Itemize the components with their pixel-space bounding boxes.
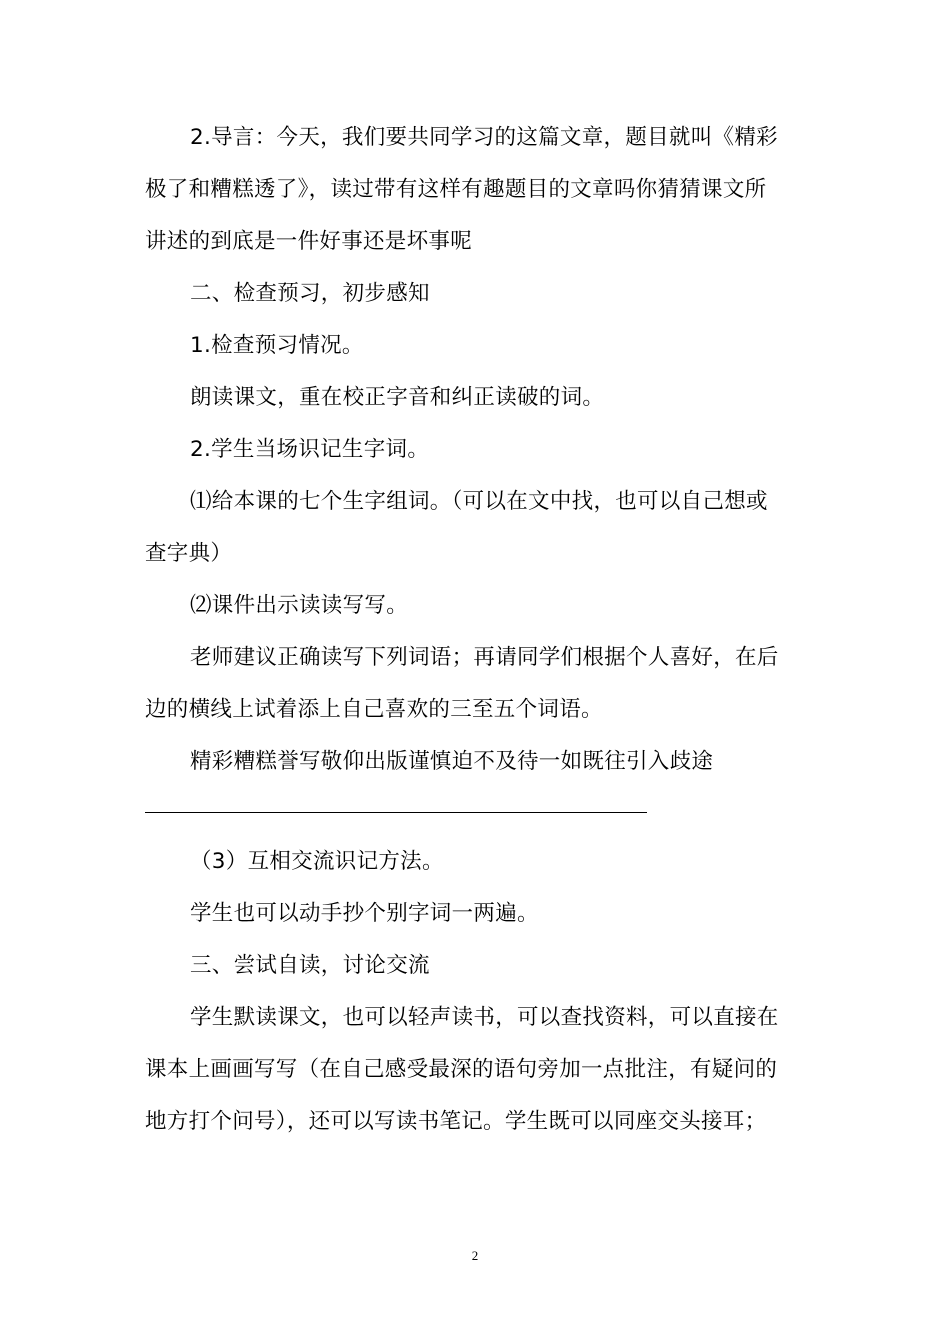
section-heading: 三、尝试自读，讨论交流 (190, 953, 430, 978)
list-item-line: ⑴给本课的七个生字组词。（可以在文中找，也可以自己想或 (190, 489, 768, 514)
list-item: （3）互相交流识记方法。 (190, 849, 444, 874)
subheading: 1.检查预习情况。 (190, 333, 364, 358)
paragraph-line: 课本上画画写写（在自己感受最深的语句旁加一点批注，有疑问的 (145, 1057, 778, 1082)
section-heading: 二、检查预习，初步感知 (190, 281, 430, 306)
paragraph-line: 老师建议正确读写下列词语；再请同学们根据个人喜好，在后 (190, 645, 779, 670)
paragraph-intro-line: 讲述的到底是一件好事还是坏事呢 (145, 229, 473, 254)
paragraph-intro-line: 2.导言：今天，我们要共同学习的这篇文章，题目就叫《精彩 (190, 125, 778, 150)
paragraph-line: 地方打个问号），还可以写读书笔记。学生既可以同座交头接耳； (145, 1109, 767, 1134)
list-item-line: 查字典） (145, 541, 233, 566)
paragraph-line: 学生默读课文，也可以轻声读书，可以查找资料，可以直接在 (190, 1005, 779, 1030)
vocabulary-list: 精彩糟糕誉写敬仰出版谨慎迫不及待一如既往引入歧途 (190, 749, 714, 774)
paragraph-intro-line: 极了和糟糕透了》，读过带有这样有趣题目的文章吗你猜猜课文所 (145, 177, 767, 202)
paragraph: 朗读课文，重在校正字音和纠正读破的词。 (190, 385, 605, 410)
blank-answer-line (145, 812, 647, 813)
paragraph: 学生也可以动手抄个别字词一两遍。 (190, 901, 539, 926)
paragraph-line: 边的横线上试着添上自己喜欢的三至五个词语。 (145, 697, 603, 722)
subheading: 2.学生当场识记生字词。 (190, 437, 430, 462)
list-item: ⑵课件出示读读写写。 (190, 593, 409, 618)
page-number: 2 (471, 1248, 479, 1263)
